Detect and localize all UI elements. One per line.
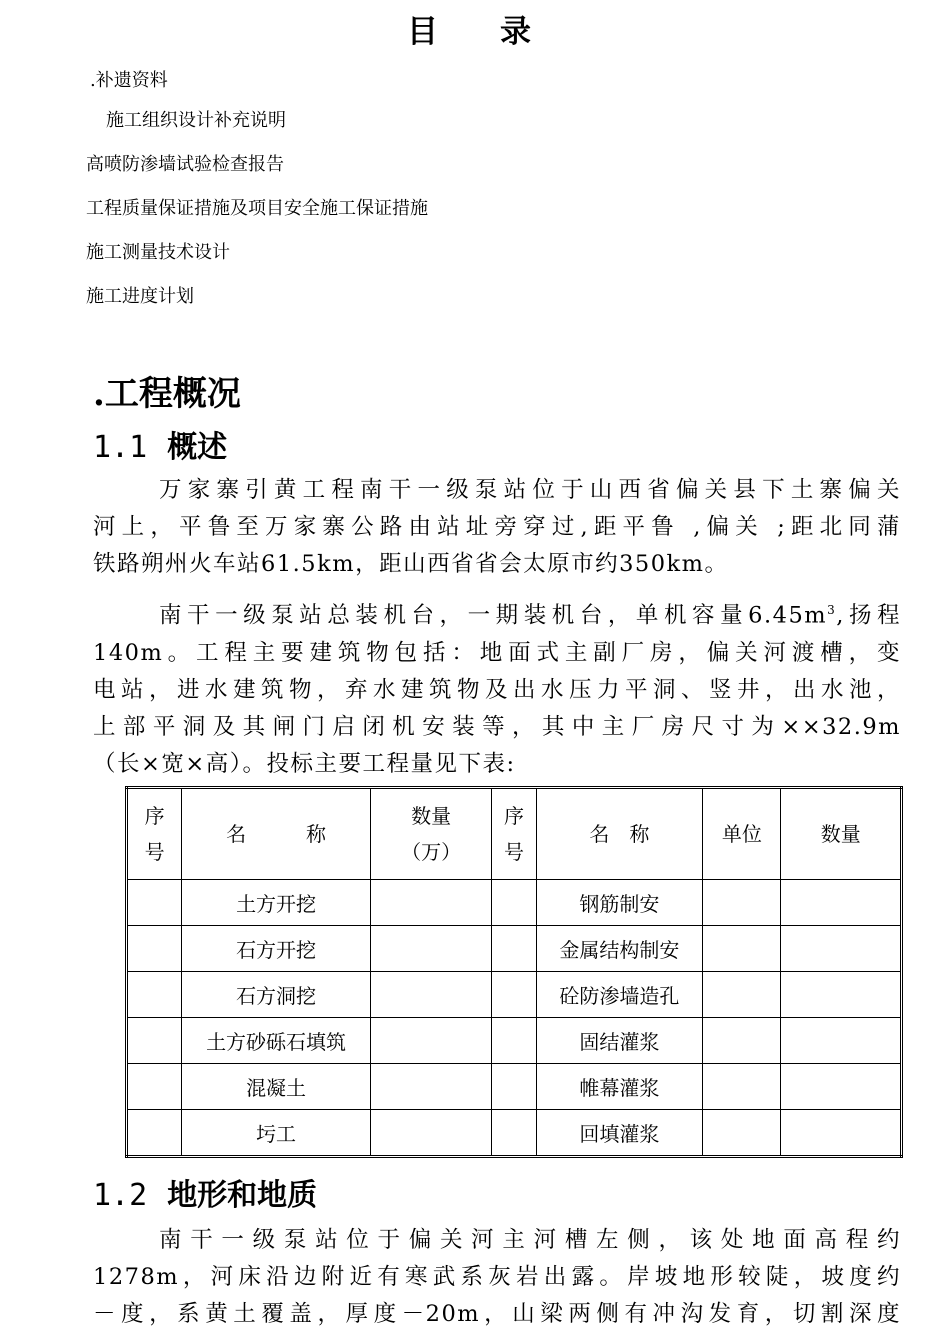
table-cell: 固结灌浆 [536,1018,703,1064]
table-cell: 混凝土 [182,1064,371,1110]
table-cell: 土方开挖 [182,880,371,926]
quantity-table [125,786,903,1158]
paragraph-line: （长×宽×高）。投标主要工程量见下表: [93,750,516,777]
paragraph-line: 1278m，河床沿边附近有寒武系灰岩出露。岸坡地形较陡，坡度约 [93,1264,901,1290]
text-run: 南干一级泵站总装机台，一期装机台，单机容量6.45m [159,602,828,629]
toc-item[interactable]: 工程质量保证措施及项目安全施工保证措施 [86,198,428,219]
section-title: 地形和地质 [167,1178,318,1213]
paragraph-line: 140m。工程主要建筑物包括：地面式主副厂房，偏关河渡槽，变 [93,639,901,666]
section-heading [93,422,227,466]
header-qty-2: 数量 [781,788,902,880]
paragraph-line: 南干一级泵站位于偏关河主河槽左侧，该处地面高程约 [159,1227,901,1253]
paragraph-line: －度，系黄土覆盖，厚度－20m，山梁两侧有冲沟发育，切割深度 [93,1301,901,1327]
table-row [127,972,902,1018]
toc-item[interactable]: 施工测量技术设计 [86,242,230,263]
toc-item[interactable]: 高喷防渗墙试验检查报告 [86,154,284,175]
paragraph-line: 铁路朔州火车站61.5km，距山西省省会太原市约350km。 [93,551,729,577]
table-row [127,926,902,972]
header-unit: 单位 [703,788,781,880]
paragraph [93,1222,901,1333]
paragraph-line: 万家寨引黄工程南干一级泵站位于山西省偏关县下土寨偏关 [159,477,901,503]
toc-item[interactable]: 施工组织设计补充说明 [106,110,286,131]
table-cell: 圬工 [182,1110,371,1157]
header-name: 名 称 [182,788,371,880]
table-cell: 砼防渗墙造孔 [536,972,703,1018]
header-qty: 数量 （万） [370,788,491,880]
header-name-2: 名 称 [536,788,703,880]
table-row [127,1018,902,1064]
section-number: 1.1 [93,430,148,465]
table-cell: 帷幕灌浆 [536,1064,703,1110]
table-row [127,880,902,926]
table-cell: 土方砂砾石填筑 [182,1018,371,1064]
chapter-heading: .工程概况 [93,374,241,414]
header-seq-2: 序 号 [492,788,536,880]
section-title: 概述 [167,430,228,465]
paragraph-line [93,592,901,635]
section-number: 1.2 [93,1178,148,1213]
paragraph-line: 电站，进水建筑物，弃水建筑物及出水压力平洞、竖井，出水池， [93,676,901,703]
paragraph-line: 上部平洞及其闸门启闭机安装等，其中主厂房尺寸为××32.9m [93,713,901,740]
superscript: 3 [827,603,837,617]
table-header-row [127,788,902,880]
toc-item[interactable]: 施工进度计划 [86,286,194,307]
table-cell: 钢筋制安 [536,880,703,926]
table-cell: 回填灌浆 [536,1110,703,1157]
toc-item[interactable]: .补遗资料 [90,70,168,91]
table-row [127,1064,902,1110]
paragraph [93,592,901,783]
table-cell: 金属结构制安 [536,926,703,972]
section-heading [93,1170,317,1214]
paragraph-line: 河上，平鲁至万家寨公路由站址旁穿过,距平鲁 ,偏关 ;距北同蒲 [93,514,901,540]
toc-title: 目录 [407,14,593,50]
table-cell: 石方洞挖 [182,972,371,1018]
header-seq: 序 号 [127,788,182,880]
text-run: ,扬程 [836,602,901,629]
table-row [127,1110,902,1157]
paragraph [93,472,901,583]
table-cell: 石方开挖 [182,926,371,972]
